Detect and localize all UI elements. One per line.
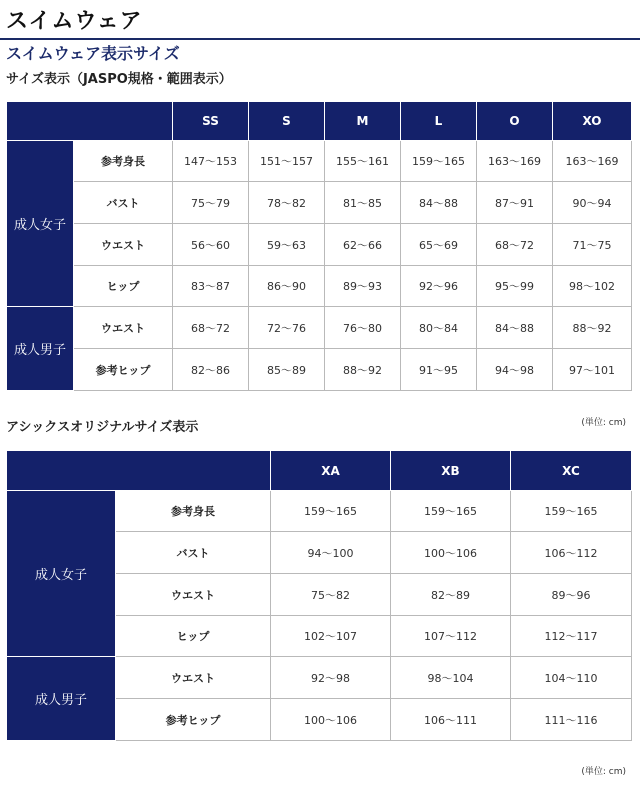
size-value: 106～112	[511, 532, 632, 574]
measure-label: バスト	[74, 182, 173, 224]
size-header: SS	[173, 102, 249, 141]
size-value: 106～111	[391, 699, 511, 741]
size-value: 159～165	[401, 141, 477, 182]
size-value: 87～91	[477, 182, 553, 224]
size-value: 151～157	[249, 141, 325, 182]
size-value: 159～165	[511, 491, 632, 532]
page-title: スイムウェア	[6, 9, 143, 34]
size-value: 59～63	[249, 224, 325, 266]
size-value: 102～107	[271, 616, 391, 657]
size-value: 76～80	[325, 307, 401, 349]
group-label-women: 成人女子	[7, 491, 116, 657]
jaspo-unit-note: (単位: cm)	[581, 418, 626, 428]
size-value: 86～90	[249, 266, 325, 307]
size-value: 100～106	[271, 699, 391, 741]
size-header: L	[401, 102, 477, 141]
jaspo-section-heading: サイズ表示（JASPO規格・範囲表示）	[6, 72, 232, 87]
asics-size-table	[6, 450, 632, 741]
asics-header-row	[7, 451, 632, 491]
page-subtitle: スイムウェア表示サイズ	[6, 44, 180, 63]
jaspo-header-row	[7, 102, 632, 141]
size-value: 163～169	[553, 141, 632, 182]
size-header: S	[249, 102, 325, 141]
group-label-women: 成人女子	[7, 141, 74, 307]
table-row	[7, 224, 632, 266]
header-blank-cell	[7, 102, 173, 141]
measure-label: バスト	[116, 532, 271, 574]
size-value: 56～60	[173, 224, 249, 266]
size-value: 78～82	[249, 182, 325, 224]
measure-label: ウエスト	[74, 307, 173, 349]
size-header: XC	[511, 451, 632, 491]
size-value: 81～85	[325, 182, 401, 224]
size-value: 104～110	[511, 657, 632, 699]
size-value: 91～95	[401, 349, 477, 391]
size-value: 100～106	[391, 532, 511, 574]
size-header: O	[477, 102, 553, 141]
size-value: 68～72	[173, 307, 249, 349]
size-value: 92～98	[271, 657, 391, 699]
size-value: 155～161	[325, 141, 401, 182]
size-value: 97～101	[553, 349, 632, 391]
table-row	[7, 266, 632, 307]
size-value: 95～99	[477, 266, 553, 307]
table-row	[7, 349, 632, 391]
size-value: 84～88	[401, 182, 477, 224]
size-value: 112～117	[511, 616, 632, 657]
size-value: 98～102	[553, 266, 632, 307]
size-value: 90～94	[553, 182, 632, 224]
measure-label: ヒップ	[74, 266, 173, 307]
size-value: 80～84	[401, 307, 477, 349]
size-value: 94～98	[477, 349, 553, 391]
size-value: 65～69	[401, 224, 477, 266]
size-value: 163～169	[477, 141, 553, 182]
size-value: 82～86	[173, 349, 249, 391]
size-value: 98～104	[391, 657, 511, 699]
size-header: M	[325, 102, 401, 141]
size-value: 88～92	[553, 307, 632, 349]
table-row	[7, 491, 632, 532]
size-value: 89～93	[325, 266, 401, 307]
size-value: 111～116	[511, 699, 632, 741]
title-divider	[0, 38, 640, 40]
measure-label: 参考身長	[74, 141, 173, 182]
group-label-men: 成人男子	[7, 657, 116, 741]
size-value: 62～66	[325, 224, 401, 266]
size-value: 159～165	[391, 491, 511, 532]
size-value: 94～100	[271, 532, 391, 574]
size-value: 159～165	[271, 491, 391, 532]
measure-label: 参考ヒップ	[74, 349, 173, 391]
size-header: XA	[271, 451, 391, 491]
measure-label: ウエスト	[116, 657, 271, 699]
size-value: 68～72	[477, 224, 553, 266]
size-value: 85～89	[249, 349, 325, 391]
size-header: XB	[391, 451, 511, 491]
measure-label: ウエスト	[74, 224, 173, 266]
measure-label: ウエスト	[116, 574, 271, 616]
size-value: 88～92	[325, 349, 401, 391]
size-value: 107～112	[391, 616, 511, 657]
table-row	[7, 141, 632, 182]
jaspo-size-table	[6, 101, 632, 391]
group-label-men: 成人男子	[7, 307, 74, 391]
asics-section-heading: アシックスオリジナルサイズ表示	[6, 420, 199, 435]
size-value: 83～87	[173, 266, 249, 307]
table-row	[7, 182, 632, 224]
measure-label: 参考身長	[116, 491, 271, 532]
header-blank-cell	[7, 451, 271, 491]
measure-label: 参考ヒップ	[116, 699, 271, 741]
size-value: 71～75	[553, 224, 632, 266]
asics-unit-note: (単位: cm)	[581, 767, 626, 777]
size-value: 147～153	[173, 141, 249, 182]
size-value: 75～82	[271, 574, 391, 616]
size-value: 84～88	[477, 307, 553, 349]
size-value: 75～79	[173, 182, 249, 224]
size-value: 92～96	[401, 266, 477, 307]
size-value: 82～89	[391, 574, 511, 616]
measure-label: ヒップ	[116, 616, 271, 657]
size-header: XO	[553, 102, 632, 141]
size-value: 89～96	[511, 574, 632, 616]
size-value: 72～76	[249, 307, 325, 349]
table-row	[7, 307, 632, 349]
table-row	[7, 657, 632, 699]
